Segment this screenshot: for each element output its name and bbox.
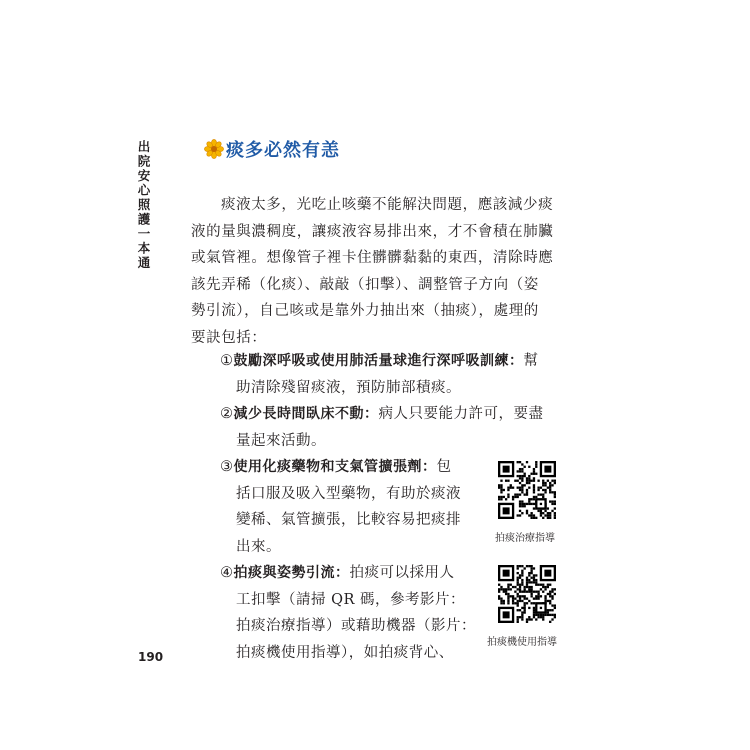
list-item [220, 348, 539, 401]
intro-line: 或氣管裡。想像管子裡卡住髒髒黏黏的東西，清除時應 [191, 250, 554, 266]
item-text: 出來。 [236, 538, 281, 555]
item-title: 減少長時間臥床不動： [233, 406, 379, 422]
section-heading [204, 136, 340, 162]
item-title: 拍痰與姿勢引流： [233, 565, 350, 581]
book-side-title: 出院安心照護一本通 [136, 140, 151, 271]
qr-code-icon[interactable] [498, 565, 556, 623]
item-text: 拍痰治療指導）或藉助機器（影片： [236, 618, 476, 634]
item-title: 鼓勵深呼吸或使用肺活量球進行深呼吸訓練： [233, 353, 524, 369]
intro-line: 痰液太多，光吃止咳藥不能解決問題，應該減少痰 [221, 197, 554, 213]
item-marker: ① [220, 353, 234, 369]
intro-line: 勢引流），自己咳或是靠外力抽出來（抽痰），處理的 [191, 303, 539, 319]
list-item [220, 401, 544, 454]
item-text: 助清除殘留痰液，預防肺部積痰。 [236, 379, 461, 396]
item-title: 使用化痰藥物和支氣管擴張劑： [233, 459, 437, 475]
item-marker: ② [220, 406, 234, 422]
item-text: 量起來活動。 [236, 432, 326, 449]
intro-line: 該先弄稀（化痰）、敲敲（扣擊）、調整管子方向（姿 [191, 276, 539, 293]
item-marker: ④ [220, 565, 234, 581]
item-text: 括口服及吸入型藥物，有助於痰液 [236, 485, 461, 502]
page-number: 190 [138, 650, 164, 664]
item-marker: ③ [220, 459, 234, 475]
qr-caption: 拍痰治療指導 [495, 533, 555, 544]
qr-caption: 拍痰機使用指導 [487, 637, 557, 648]
item-text: 變稀、氣管擴張，比較容易把痰排 [236, 512, 461, 528]
item-text: 拍痰可以採用人 [349, 565, 455, 581]
intro-line: 要訣包括： [191, 329, 267, 346]
flower-icon [204, 139, 224, 159]
intro-paragraph [191, 192, 561, 351]
item-text: 工扣擊（請掃 QR 碼，參考影片： [236, 591, 466, 608]
item-text: 幫 [523, 353, 539, 369]
item-text: 病人只要能力許可，要盡 [378, 406, 544, 422]
list-item [220, 454, 461, 560]
item-text: 拍痰機使用指導），如拍痰背心、 [236, 644, 454, 661]
intro-line: 液的量與濃稠度，讓痰液容易排出來，才不會積在肺臟 [191, 223, 554, 240]
qr-code-icon[interactable] [498, 461, 556, 519]
item-text: 包 [436, 459, 452, 475]
list-item [220, 560, 476, 666]
section-title: 痰多必然有恙 [226, 140, 340, 161]
